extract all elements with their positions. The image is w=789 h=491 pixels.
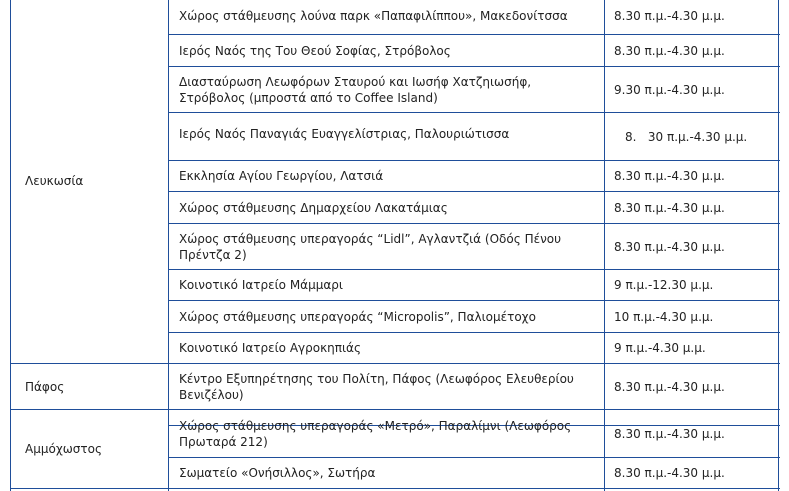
hours-cell: 8.30 π.μ.-4.30 μ.μ. — [614, 200, 725, 215]
location-cell: Χώρος στάθμευσης υπεραγοράς “Micropolis”, Παλιομέτοχο — [179, 309, 536, 324]
hours-cell: 8.30 π.μ.-4.30 μ.μ. — [614, 426, 725, 441]
region-cell: Αμμόχωστος — [25, 442, 103, 456]
hours-cell: 9 π.μ.-12.30 μ.μ. — [614, 278, 714, 292]
location-cell: Χώρος στάθμευσης υπεραγοράς “Lidl”, Αγλαντζιά (Οδός Πένου Πρέντζα 2) — [179, 231, 562, 262]
group-divider — [11, 488, 780, 489]
hours-cell: 10 π.μ.-4.30 μ.μ. — [614, 309, 714, 324]
location-cell: Ιερός Ναός Παναγιάς Ευαγγελίστριας, Παλουριώτισσα — [179, 127, 510, 141]
region-cell: Λευκωσία — [25, 173, 84, 188]
hours-cell: 9 π.μ.-4.30 μ.μ. — [614, 341, 706, 355]
hours-cell: 8.30 π.μ.-4.30 μ.μ. — [614, 466, 725, 480]
location-cell: Διασταύρωση Λεωφόρων Σταυρού και Ιωσήφ Χατζηιωσήφ, Στρόβολος (μπροστά από το Coffee Island) — [179, 74, 532, 105]
location-cell: Χώρος στάθμευσης Δημαρχείου Λακατάμιας — [179, 200, 448, 215]
hours-cell: 8.30 π.μ.-4.30 μ.μ. — [614, 169, 725, 183]
hours-cell: 8.30 π.μ.-4.30 μ.μ. — [614, 9, 725, 23]
location-cell: Κοινοτικό Ιατρείο Μάμμαρι — [179, 278, 343, 292]
hours-cell: 8.30 π.μ.-4.30 μ.μ. — [614, 239, 725, 254]
location-cell: Εκκλησία Αγίου Γεωργίου, Λατσιά — [179, 169, 384, 183]
hours-cell: 8. 30 π.μ.-4.30 μ.μ. — [625, 129, 748, 144]
location-cell: Κέντρο Εξυπηρέτησης του Πολίτη, Πάφος (Λεωφόρος Ελευθερίου Βενιζέλου) — [179, 371, 574, 402]
location-cell: Ιερός Ναός της Του Θεού Σοφίας, Στρόβολος — [179, 43, 451, 58]
location-cell: Χώρος στάθμευσης υπεραγοράς «Μετρό», Παραλίμνι (Λεωφόρος Πρωταρά 212) — [179, 418, 572, 449]
schedule-table — [10, 0, 779, 491]
hours-cell: 8.30 π.μ.-4.30 μ.μ. — [614, 379, 725, 394]
location-cell: Σωματείο «Ονήσιλλος», Σωτήρα — [179, 466, 376, 480]
location-cell: Χώρος στάθμευσης λούνα παρκ «Παπαφιλίππου», Μακεδονίτσσα — [179, 9, 568, 23]
hours-cell: 9.30 π.μ.-4.30 μ.μ. — [614, 82, 725, 97]
location-cell: Κοινοτικό Ιατρείο Αγροκηπιάς — [179, 341, 362, 355]
hours-cell: 8.30 π.μ.-4.30 μ.μ. — [614, 43, 725, 58]
region-cell: Πάφος — [25, 379, 65, 394]
